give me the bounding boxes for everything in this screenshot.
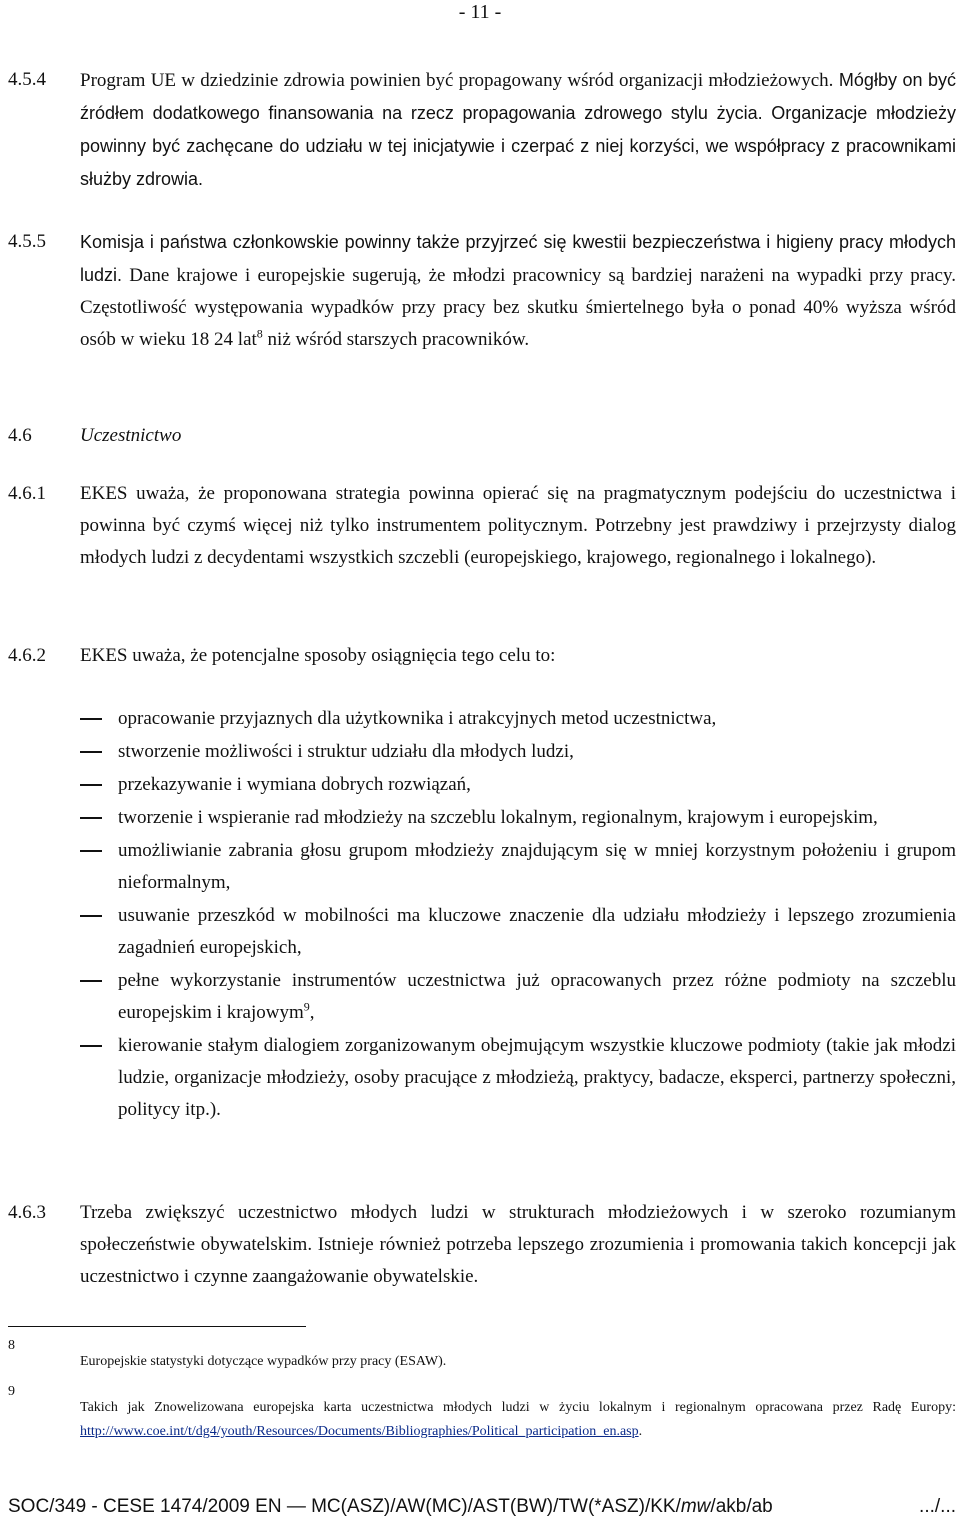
paragraph-4-5-4 (8, 64, 956, 196)
paragraph-body: EKES uważa, że proponowana strategia powinna opierać się na pragmatycznym podejściu do uczestnictwa i powinna być czymś więcej niż tylko instrumentem politycznym. Potrzebny jest prawdziwy i przejrzysty dialog młodych ludzi z decydentami wszystkich szczebli (europejskiego, krajowego, regionalnego i lokalnego). (80, 483, 956, 568)
paragraph-text-serif: Program UE w dziedzinie zdrowia powinien być propagowany wśród organizacji młodzieżowych. (80, 70, 834, 91)
document-reference: SOC/349 - CESE 1474/2009 EN — MC(ASZ)/AW(MC)/AST(BW)/TW(*ASZ)/KK/ (8, 1496, 681, 1517)
continuation-mark: .../... (919, 1496, 956, 1517)
paragraph-body: EKES uważa, że potencjalne sposoby osiągnięcia tego celu to: (80, 645, 556, 666)
footnote-mark: 8 (8, 1338, 15, 1353)
footnote-separator (8, 1326, 306, 1327)
paragraph-number: 4.6.3 (8, 1202, 46, 1223)
section-title: Uczestnictwo (80, 425, 182, 446)
paragraph-body: Trzeba zwiększyć uczestnictwo młodych ludzi w strukturach młodzieżowych i w szeroko rozumianym społeczeństwie obywatelskim. Istnieje również potrzeba lepszego zrozumienia i promowania takich koncepcji jak uczestnictwo i czynne zaangażowanie obywatelskie. (80, 1202, 956, 1287)
dash-bullet-icon (80, 718, 102, 720)
document-footer (8, 1494, 956, 1520)
paragraph-4-6-3 (8, 1197, 956, 1293)
paragraph-text-sans: Mógłby on być źródłem dodatkowego finansowania na rzecz propagowania zdrowego stylu życia. Organizacje młodzieży powinny być zachęcane do udziału w tej inicjatywie i czerpać z niej korzyści, we współpracy z pracownikami służby zdrowia. (80, 70, 957, 189)
paragraph-number: 4.6.2 (8, 645, 46, 666)
footnote-9 (8, 1384, 956, 1444)
paragraph-number: 4.5.5 (8, 231, 46, 252)
paragraph-4-6-1 (8, 478, 956, 574)
dash-bullet-icon (80, 751, 102, 753)
paragraph-text-sans: Komisja i państwa członkowskie powinny także przyjrzeć się kwestii bezpieczeństwa i higieny pracy młodych ludzi. (80, 232, 956, 285)
section-heading-4-6 (8, 420, 182, 452)
footnote-mark: 9 (8, 1384, 15, 1399)
dash-bullet-icon (80, 1045, 102, 1047)
footnote-8 (8, 1338, 956, 1374)
dash-bullet-icon (80, 817, 102, 819)
list-item: kierowanie stałym dialogiem zorganizowanym obejmującym wszystkie kluczowe podmioty (takie jak młodzi ludzie, organizacje młodzieży, osoby pracujące z młodzieżą, praktycy, badacze, eksperci, partnerzy społeczni, politycy itp.). (80, 1030, 956, 1126)
footnote-ref-8[interactable]: 8 (256, 326, 263, 341)
paragraph-number: 4.6.1 (8, 483, 46, 504)
document-reference-italic: mw (680, 1496, 711, 1517)
list-item: tworzenie i wspieranie rad młodzieży na szczeblu lokalnym, regionalnym, krajowym i europejskim, (80, 802, 956, 834)
footnote-text: Takich jak Znowelizowana europejska karta uczestnictwa młodych ludzi w życiu lokalnym i regionalnym opracowana przez Radę Europy: http://www.coe.int/t/dg4/youth/Resources/Documents/Bibliographies/Political_participation_en.asp. (80, 1400, 956, 1439)
list-item: usuwanie przeszkód w mobilności ma kluczowe znaczenie dla udziału młodzieży i lepszego zrozumienia zagadnień europejskich, (80, 900, 956, 964)
paragraph-body (80, 226, 956, 356)
paragraph-text-serif: Dane krajowe i europejskie sugerują, że młodzi pracownicy są bardziej narażeni na wypadki przy pracy. Częstotliwość występowania wypadków przy pracy bez skutku śmiertelnego była o ponad 40% wyższa wśród osób w wieku 18 24 lat (80, 265, 956, 350)
paragraph-body (80, 64, 956, 196)
footnote-text: Europejskie statystyki dotyczące wypadków przy pracy (ESAW). (80, 1354, 447, 1369)
dash-bullet-icon (80, 850, 102, 852)
paragraph-4-5-5 (8, 226, 956, 356)
document-reference-tail: /akb/ab (710, 1496, 773, 1517)
footnote-ref-9[interactable]: 9 (303, 999, 310, 1014)
page-number: - 11 - (458, 1, 502, 23)
dash-bullet-icon (80, 915, 102, 917)
dash-bullet-icon (80, 980, 102, 982)
dash-list (80, 703, 956, 1127)
list-item: umożliwianie zabrania głosu grupom młodzieży znajdującym się w mniej korzystnym położeniu i grupom nieformalnym, (80, 835, 956, 899)
dash-bullet-icon (80, 784, 102, 786)
list-item: pełne wykorzystanie instrumentów uczestnictwa już opracowanych przez różne podmioty na szczeblu europejskim i krajowym$^9$, (80, 965, 956, 1029)
paragraph-text-serif-end: niż wśród starszych pracowników. (262, 329, 530, 350)
paragraph-number: 4.5.4 (8, 69, 46, 90)
section-number: 4.6 (8, 425, 32, 446)
footnote-link[interactable]: http://www.coe.int/t/dg4/youth/Resources/Documents/Bibliographies/Political_participation_en.asp (80, 1424, 639, 1439)
list-item: przekazywanie i wymiana dobrych rozwiązań, (80, 769, 956, 801)
list-item: opracowanie przyjaznych dla użytkownika i atrakcyjnych metod uczestnictwa, (80, 703, 956, 735)
paragraph-4-6-2 (8, 640, 956, 672)
list-item: stworzenie możliwości i struktur udziału dla młodych ludzi, (80, 736, 956, 768)
